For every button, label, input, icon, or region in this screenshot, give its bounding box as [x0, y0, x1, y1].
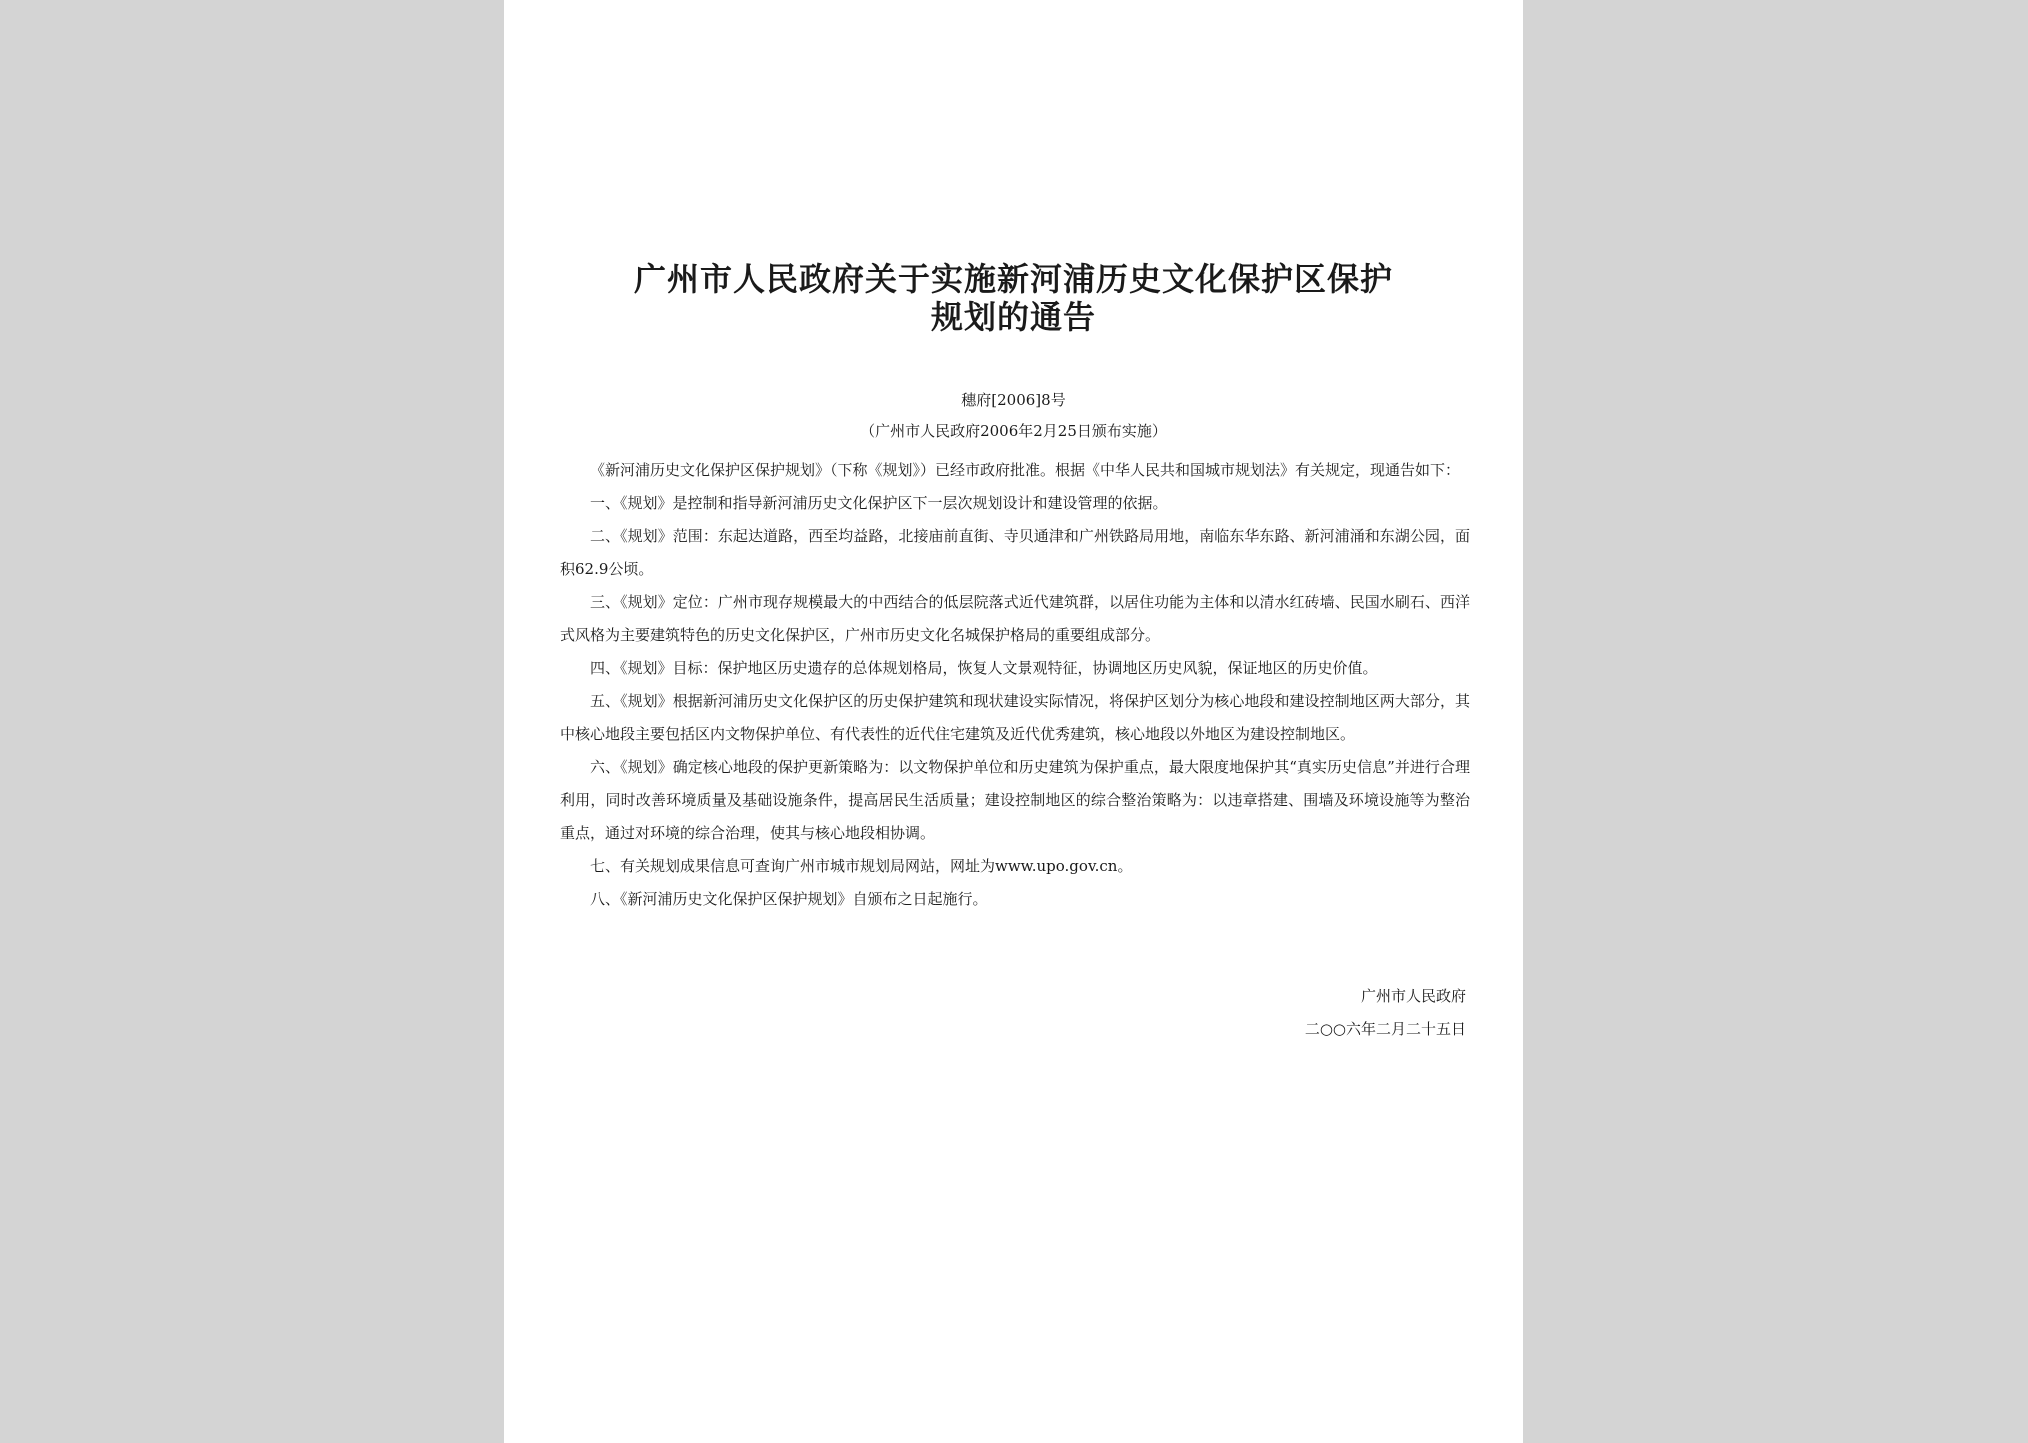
signature-date: 二○○六年二月二十五日 [1304, 1020, 1466, 1038]
title-line-2: 规划的通告 [930, 298, 1096, 336]
document-page [504, 0, 1523, 1443]
paragraph-8: 八、《新河浦历史文化保护区保护规划》自颁布之日起施行。 [590, 890, 988, 908]
paragraph-2: 二、《规划》范围：东起达道路，西至均益路，北接庙前直街、寺贝通津和广州铁路局用地，南临东华东路、新河浦涌和东湖公园，面积62.9公顷。 [560, 527, 1470, 578]
signature-block [1305, 980, 1466, 1046]
paragraph-4: 四、《规划》目标：保护地区历史遗存的总体规划格局，恢复人文景观特征，协调地区历史风貌，保证地区的历史价值。 [590, 659, 1378, 677]
paragraph-5: 五、《规划》根据新河浦历史文化保护区的历史保护建筑和现状建设实际情况，将保护区划分为核心地段和建设控制地区两大部分，其中核心地段主要包括区内文物保护单位、有代表性的近代住宅建筑及近代优秀建筑，核心地段以外地区为建设控制地区。 [560, 692, 1470, 743]
document-number: 穗府[2006]8号 [961, 391, 1066, 409]
promulgation-note: （广州市人民政府2006年2月25日颁布实施） [860, 422, 1167, 440]
title-line-1: 广州市人民政府关于实施新河浦历史文化保护区保护 [633, 260, 1393, 298]
signature-organization: 广州市人民政府 [1360, 987, 1466, 1005]
paragraph-1: 一、《规划》是控制和指导新河浦历史文化保护区下一层次规划设计和建设管理的依据。 [590, 494, 1168, 512]
paragraph-intro: 《新河浦历史文化保护区保护规划》（下称《规划》）已经市政府批准。根据《中华人民共和国城市规划法》有关规定，现通告如下： [590, 461, 1461, 479]
paragraph-3: 三、《规划》定位：广州市现存规模最大的中西结合的低层院落式近代建筑群，以居住功能为主体和以清水红砖墙、民国水刷石、西洋式风格为主要建筑特色的历史文化保护区，广州市历史文化名城保护格局的重要组成部分。 [560, 593, 1470, 644]
paragraph-7: 七、有关规划成果信息可查询广州市城市规划局网站，网址为www.upo.gov.cn。 [590, 857, 1133, 875]
paragraph-6: 六、《规划》确定核心地段的保护更新策略为：以文物保护单位和历史建筑为保护重点，最大限度地保护其“真实历史信息”并进行合理利用，同时改善环境质量及基础设施条件，提高居民生活质量；建设控制地区的综合整治策略为：以违章搭建、围墙及环境设施等为整治重点，通过对环境的综合治理，使其与核心地段相协调。 [560, 758, 1470, 842]
document-body [560, 454, 1470, 916]
document-title [504, 260, 1523, 336]
